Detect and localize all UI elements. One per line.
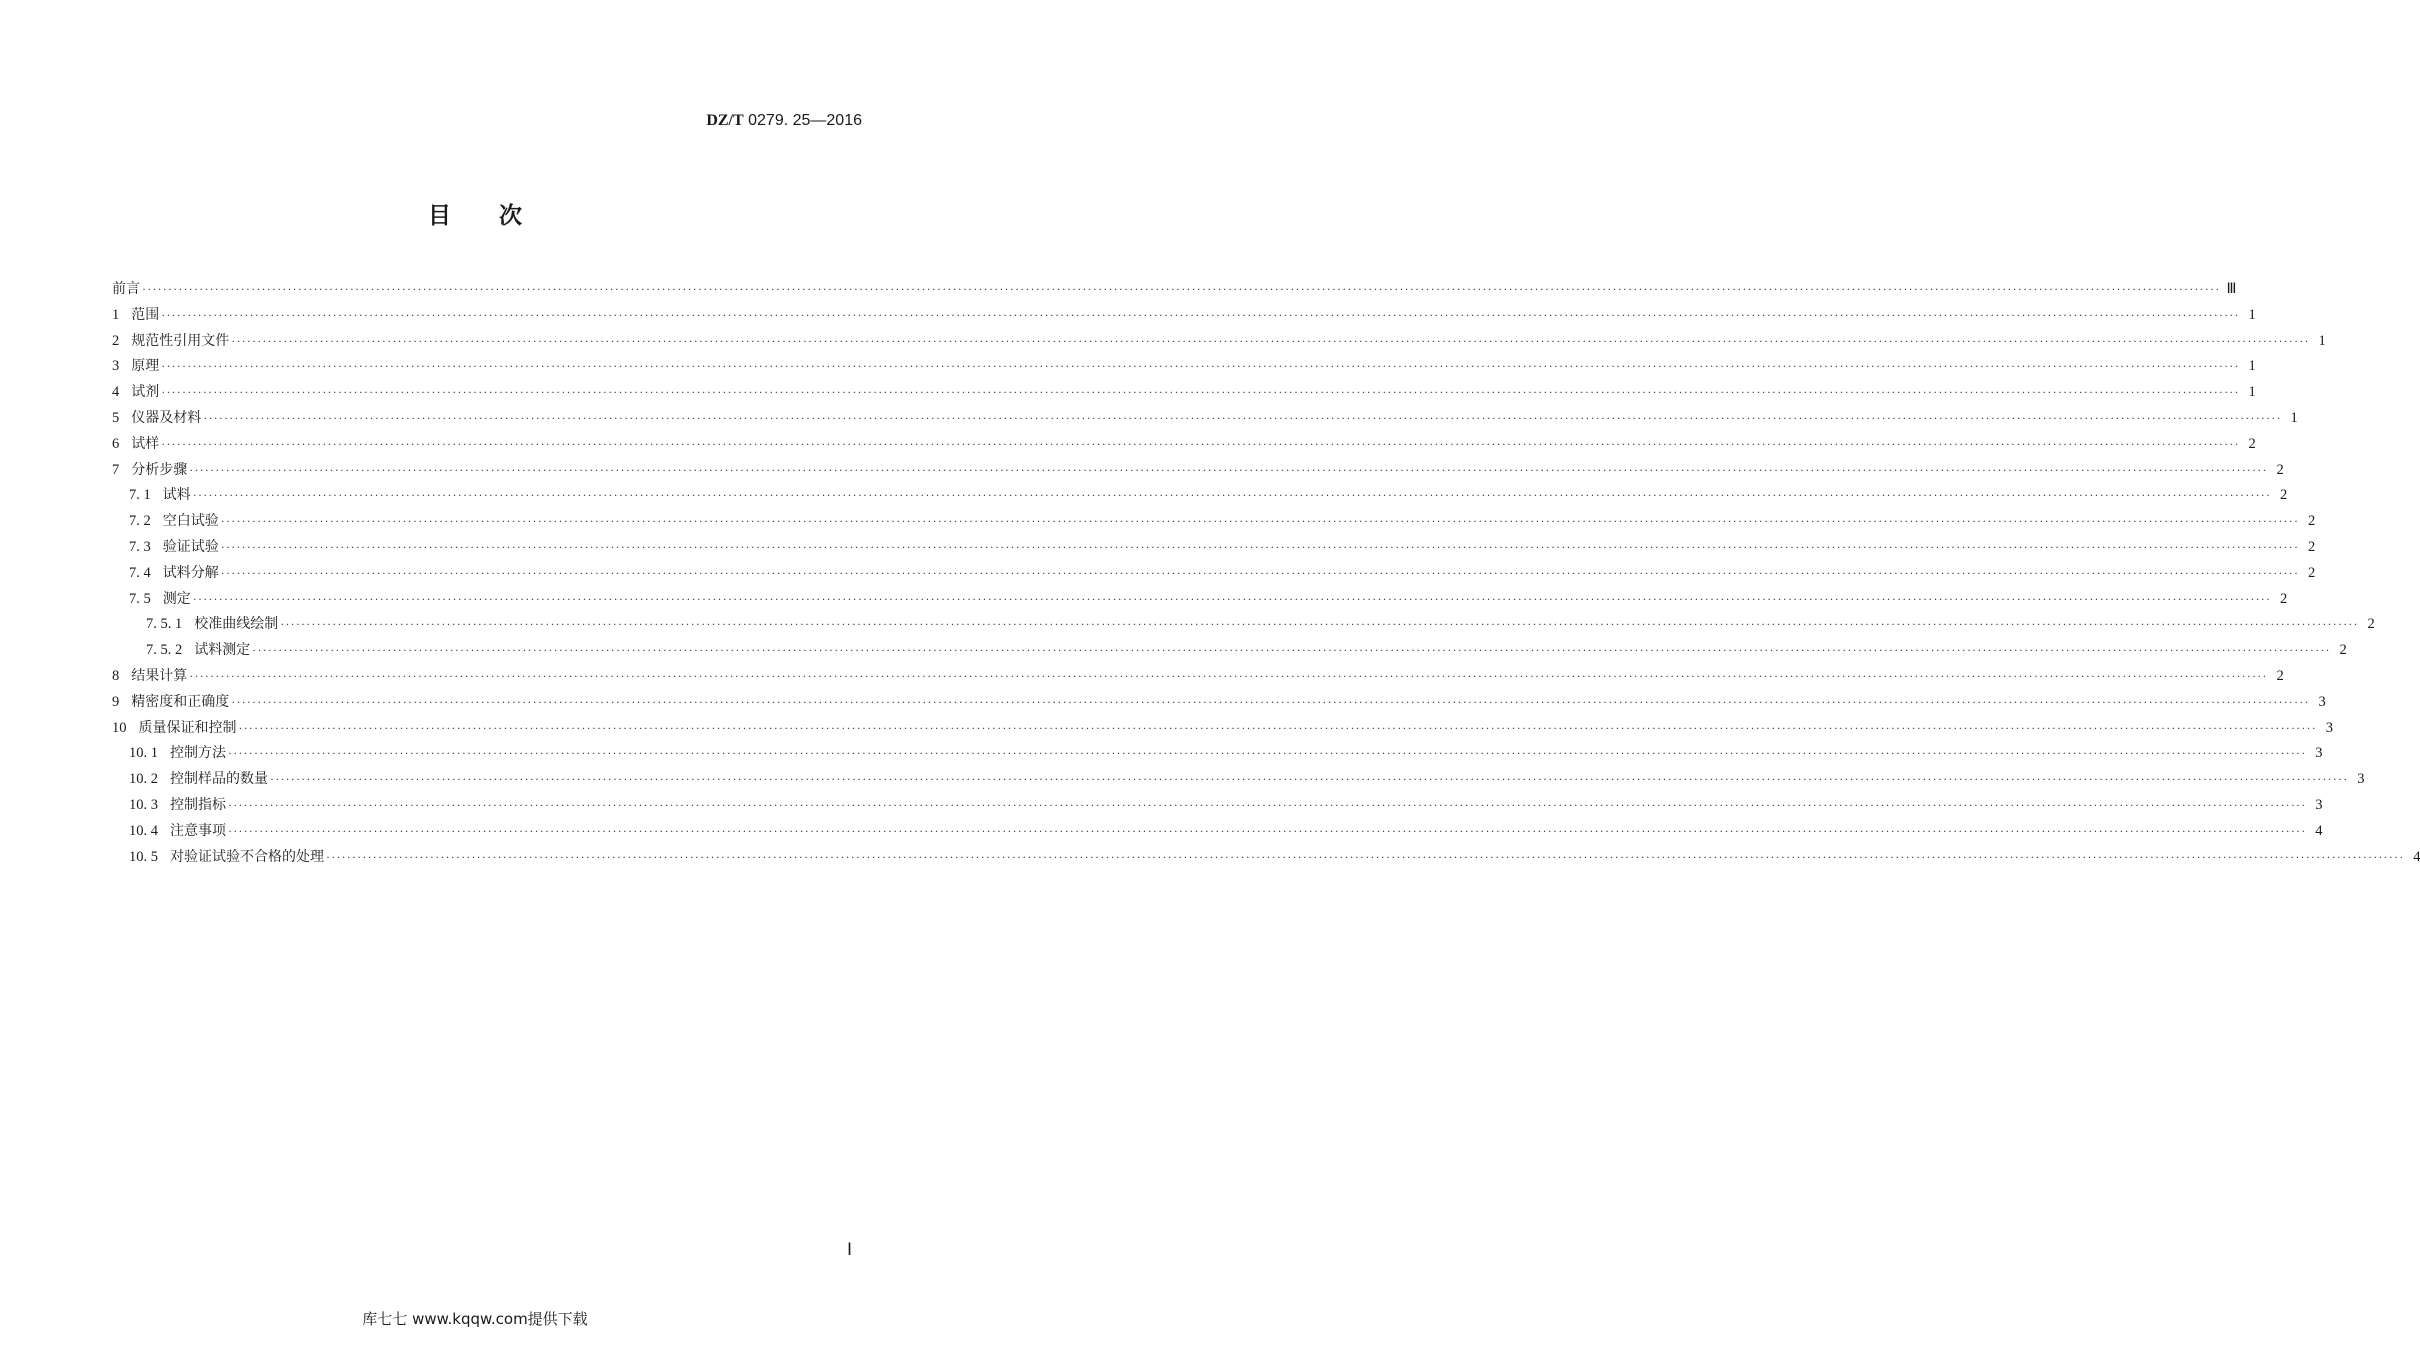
toc-entry[interactable]: [112, 304, 2256, 330]
toc-entry-number: 7. 3: [129, 538, 151, 555]
toc-leader-dots: ················································································································································································································································································································································································································: [326, 849, 2405, 864]
toc-entry-label: 精密度和正确度: [131, 693, 230, 710]
toc-entry[interactable]: [112, 330, 2326, 356]
toc-entry-label: 控制方法: [170, 745, 226, 762]
toc-entry-page: 2: [2307, 564, 2316, 581]
toc-entry-number: 7. 5: [129, 590, 151, 607]
toc-leader-dots: ················································································································································································································································································································································································································: [220, 539, 2300, 554]
toc-leader-dots: ················································································································································································································································································································································································································: [161, 307, 2240, 322]
toc-entry-page: 4: [2315, 822, 2323, 839]
toc-entry-number: 3: [112, 358, 120, 375]
toc-leader-dots: ················································································································································································································································································································································································································: [161, 436, 2240, 451]
toc-entry[interactable]: [112, 768, 2365, 794]
toc-entry-number: 8: [112, 667, 120, 684]
toc-entry-number: 10. 4: [129, 822, 158, 839]
toc-entry-label: 空白试验: [162, 513, 219, 530]
toc-entry-label: 前言: [112, 281, 140, 297]
toc-leader-dots: ················································································································································································································································································································································································································: [228, 746, 2307, 761]
toc-entry-label: 结果计算: [131, 667, 188, 684]
toc-entry-number: 7. 5. 2: [146, 642, 183, 659]
toc-entry-label: 规范性引用文件: [131, 332, 230, 349]
toc-leader-dots: ················································································································································································································································································································································································································: [189, 668, 2268, 683]
toc-entry-number: 7: [112, 461, 120, 478]
toc-entry-page: 2: [2307, 538, 2316, 555]
toc-entry-page: 2: [2279, 487, 2288, 504]
toc-leader-dots: ················································································································································································································································································································································································································: [228, 797, 2307, 812]
toc-entry-number: 7. 2: [129, 513, 151, 530]
toc-entry-page: 3: [2315, 796, 2323, 813]
toc-entry-page: 2: [2367, 616, 2375, 633]
toc-entry-page: 1: [2248, 306, 2256, 323]
toc-entry-label: 仪器及材料: [131, 409, 202, 426]
toc-entry-page: 3: [2315, 745, 2323, 762]
toc-entry-number: 10. 1: [129, 745, 158, 762]
toc-entry[interactable]: [112, 562, 2316, 588]
toc-entry-page: 3: [2318, 693, 2326, 710]
toc-entry[interactable]: [112, 381, 2256, 407]
toc-entry-number: 6: [112, 435, 120, 452]
toc-leader-dots: ················································································································································································································································································································································································································: [192, 591, 2272, 606]
toc-entry[interactable]: [112, 355, 2256, 381]
toc-entry[interactable]: [112, 820, 2323, 846]
toc-leader-dots: ················································································································································································································································································································································································································: [270, 772, 2349, 787]
toc-entry[interactable]: [112, 433, 2256, 459]
toc-leader-dots: ················································································································································································································································································································································································································: [203, 410, 2282, 425]
toc-leader-dots: ················································································································································································································································································································································································································: [238, 720, 2317, 735]
standard-code: 0279. 25—2016: [748, 112, 862, 129]
toc-entry-page: 1: [2248, 358, 2256, 375]
toc-entry-label: 试样: [131, 435, 160, 452]
toc-entry-page: 4: [2413, 848, 2420, 865]
toc-entry-page: Ⅲ: [2226, 281, 2237, 297]
toc-entry-page: 2: [2248, 435, 2256, 452]
toc-entry[interactable]: [112, 846, 2420, 872]
toc-entry-label: 分析步骤: [131, 461, 188, 478]
toc-entry-label: 控制指标: [170, 796, 226, 813]
toc-leader-dots: ················································································································································································································································································································································································································: [220, 514, 2300, 529]
toc-entry-page: 2: [2276, 667, 2284, 684]
toc-entry[interactable]: [112, 278, 2237, 304]
toc-entry[interactable]: [112, 742, 2323, 768]
standard-number: [706, 112, 862, 130]
toc-entry-label: 试料分解: [162, 564, 219, 581]
toc-leader-dots: ················································································································································································································································································································································································································: [161, 359, 2240, 374]
toc-leader-dots: ················································································································································································································································································································································································································: [142, 282, 2221, 296]
page-number: Ⅰ: [846, 1240, 852, 1259]
toc-entry[interactable]: [112, 613, 2375, 639]
toc-leader-dots: ················································································································································································································································································································································································································: [280, 617, 2359, 632]
toc-entry[interactable]: [112, 691, 2326, 717]
toc-entry-page: 2: [2276, 461, 2284, 478]
toc-entry-label: 试料测定: [194, 642, 251, 659]
toc-leader-dots: ················································································································································································································································································································································································································: [161, 385, 2240, 400]
toc-entry-label: 控制样品的数量: [170, 771, 268, 788]
toc-entry[interactable]: [112, 717, 2333, 743]
toc-entry-label: 对验证试验不合格的处理: [170, 848, 324, 865]
standard-prefix: DZ/T: [706, 112, 744, 129]
toc-title: 目次: [428, 203, 570, 229]
toc-entry-page: 2: [2279, 590, 2288, 607]
toc-entry-number: 10. 2: [129, 771, 158, 788]
toc-leader-dots: ················································································································································································································································································································································································································: [192, 488, 2272, 503]
toc-entry-page: 2: [2307, 513, 2316, 530]
toc-entry[interactable]: [112, 794, 2323, 820]
toc-entry-label: 测定: [162, 590, 191, 607]
toc-entry-page: 2: [2339, 642, 2347, 659]
toc-entry[interactable]: [112, 459, 2284, 485]
toc-entry[interactable]: [112, 639, 2347, 665]
toc-entry-number: 1: [112, 306, 120, 323]
toc-entry[interactable]: [112, 484, 2288, 510]
toc-leader-dots: ················································································································································································································································································································································································································: [231, 333, 2310, 348]
toc-entry-number: 4: [112, 384, 120, 401]
table-of-contents: [112, 278, 2420, 871]
toc-entry-page: 1: [2318, 332, 2326, 349]
toc-entry-number: 10. 3: [129, 796, 158, 813]
toc-leader-dots: ················································································································································································································································································································································································································: [231, 694, 2310, 709]
toc-entry-label: 试料: [162, 487, 191, 504]
toc-entry-label: 校准曲线绘制: [194, 616, 279, 633]
toc-entry-label: 注意事项: [170, 822, 226, 839]
toc-entry-number: 5: [112, 409, 120, 426]
footer-watermark: 库七七 www.kqqw.com提供下载: [362, 1310, 588, 1328]
toc-entry-number: 10. 5: [129, 848, 158, 865]
toc-entry-number: 9: [112, 693, 120, 710]
toc-entry-label: 范围: [131, 306, 160, 323]
toc-entry-page: 1: [2248, 384, 2256, 401]
toc-entry-number: 10: [112, 719, 127, 736]
toc-entry-number: 7. 4: [129, 564, 151, 581]
toc-entry-page: 1: [2290, 409, 2298, 426]
toc-entry[interactable]: [112, 536, 2316, 562]
toc-leader-dots: ················································································································································································································································································································································································································: [252, 643, 2331, 658]
toc-entry[interactable]: [112, 407, 2298, 433]
toc-entry[interactable]: [112, 510, 2316, 536]
toc-leader-dots: ················································································································································································································································································································································································································: [189, 462, 2268, 477]
toc-entry[interactable]: [112, 588, 2288, 614]
toc-entry-number: 2: [112, 332, 120, 349]
toc-entry-number: 7. 1: [129, 487, 151, 504]
toc-leader-dots: ················································································································································································································································································································································································································: [228, 823, 2307, 838]
toc-entry-label: 质量保证和控制: [138, 719, 237, 736]
toc-leader-dots: ················································································································································································································································································································································································································: [220, 565, 2300, 580]
toc-entry-number: 7. 5. 1: [146, 616, 183, 633]
toc-entry-label: 原理: [131, 358, 160, 375]
toc-entry-page: 3: [2357, 771, 2365, 788]
toc-entry-label: 试剂: [131, 384, 160, 401]
toc-entry[interactable]: [112, 665, 2284, 691]
toc-entry-page: 3: [2325, 719, 2333, 736]
toc-entry-label: 验证试验: [162, 538, 219, 555]
